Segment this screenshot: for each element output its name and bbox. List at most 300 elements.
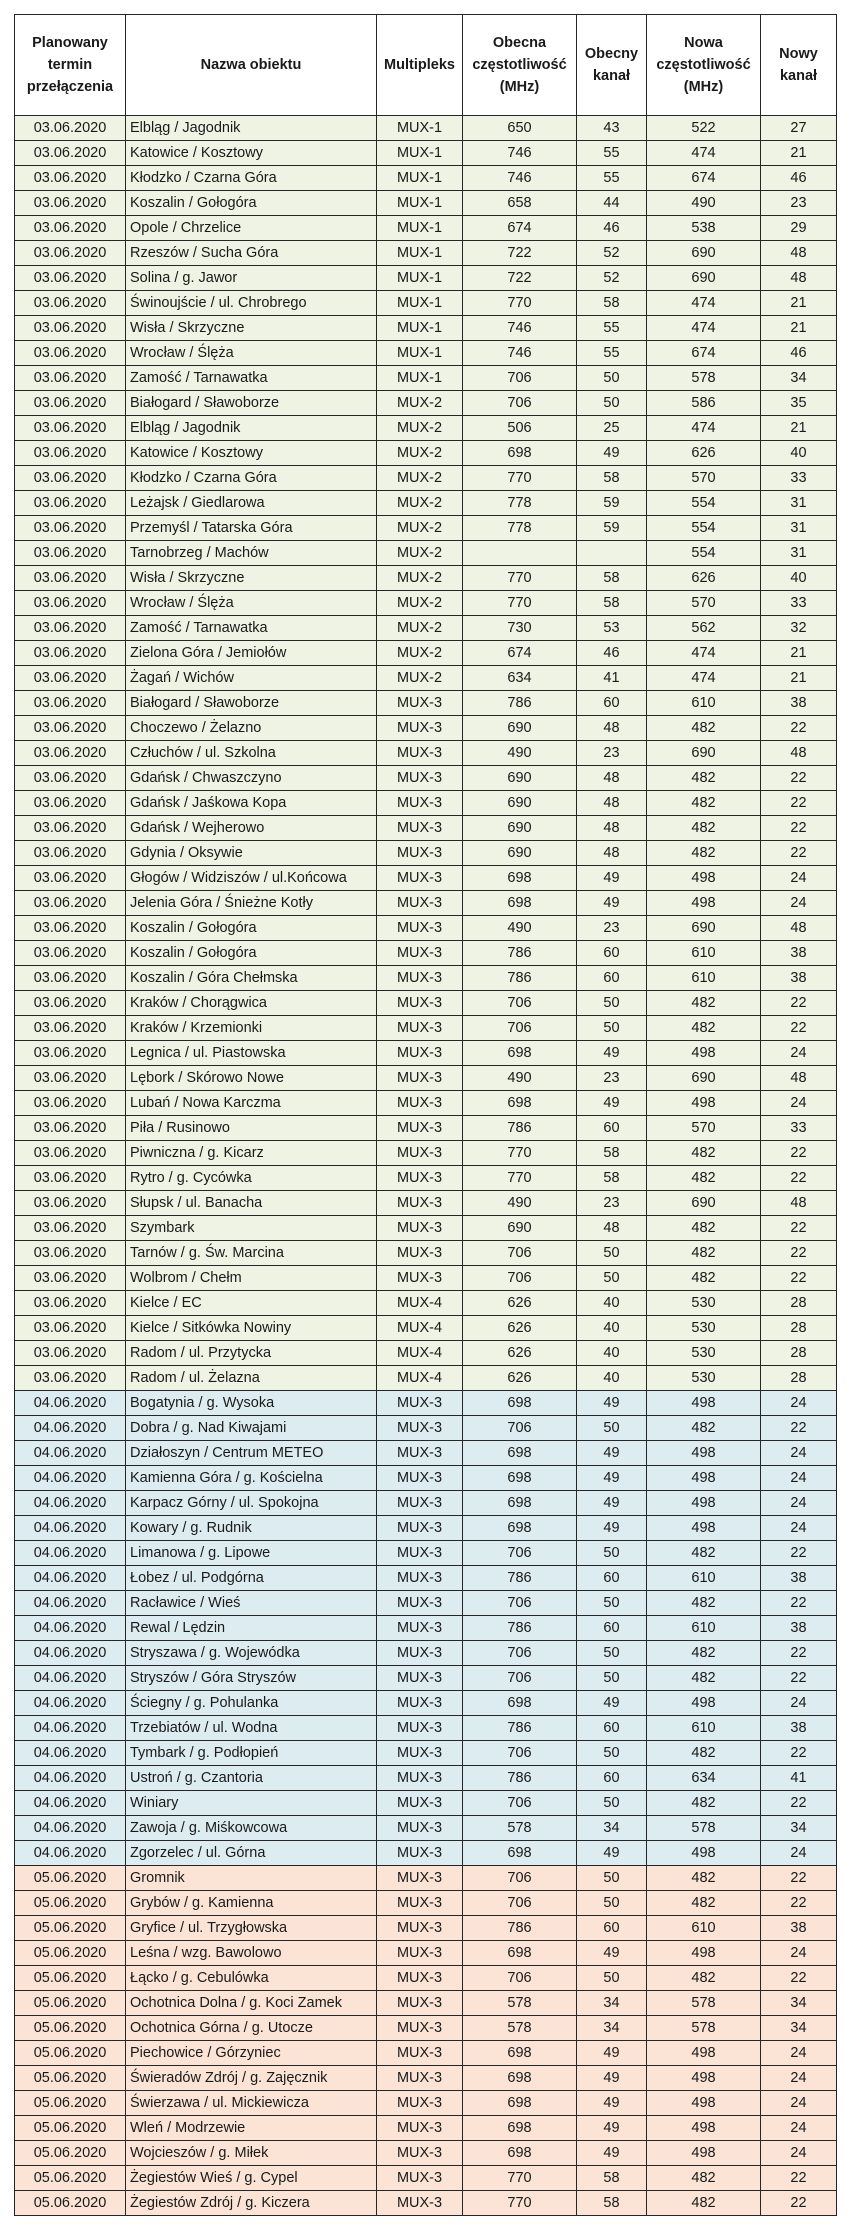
table-row: [15, 1016, 837, 1041]
table-row: [15, 1841, 837, 1866]
table-row: [15, 1891, 837, 1916]
cell-new-frequency: 610: [647, 1566, 761, 1591]
cell-object-name: Katowice / Kosztowy: [126, 441, 377, 466]
header-planned-date: Planowany termin przełączenia: [15, 15, 126, 116]
cell-new-frequency: 482: [647, 1241, 761, 1266]
cell-date: 03.06.2020: [15, 316, 126, 341]
cell-date: 03.06.2020: [15, 1066, 126, 1091]
cell-object-name: Działoszyn / Centrum METEO: [126, 1441, 377, 1466]
cell-current-frequency: 690: [463, 816, 577, 841]
cell-current-channel: 49: [577, 1691, 647, 1716]
cell-date: 04.06.2020: [15, 1566, 126, 1591]
cell-new-channel: 21: [761, 641, 837, 666]
table-row: [15, 1291, 837, 1316]
cell-new-channel: 22: [761, 2191, 837, 2216]
cell-object-name: Zamość / Tarnawatka: [126, 366, 377, 391]
cell-date: 03.06.2020: [15, 666, 126, 691]
cell-current-channel: 50: [577, 391, 647, 416]
cell-multiplex: MUX-3: [377, 2141, 463, 2166]
cell-date: 03.06.2020: [15, 1341, 126, 1366]
cell-multiplex: MUX-3: [377, 1566, 463, 1591]
cell-new-channel: 22: [761, 1216, 837, 1241]
table-row: [15, 1441, 837, 1466]
cell-date: 03.06.2020: [15, 416, 126, 441]
cell-multiplex: MUX-3: [377, 866, 463, 891]
cell-date: 05.06.2020: [15, 2141, 126, 2166]
cell-date: 03.06.2020: [15, 841, 126, 866]
cell-new-channel: 38: [761, 966, 837, 991]
cell-new-channel: 22: [761, 1666, 837, 1691]
cell-current-channel: 48: [577, 841, 647, 866]
cell-new-frequency: 498: [647, 1466, 761, 1491]
table-row: [15, 2191, 837, 2216]
cell-current-frequency: 698: [463, 1691, 577, 1716]
cell-object-name: Zielona Góra / Jemiołów: [126, 641, 377, 666]
cell-current-channel: 50: [577, 1666, 647, 1691]
header-object-name: Nazwa obiektu: [126, 15, 377, 116]
cell-current-channel: 52: [577, 241, 647, 266]
cell-multiplex: MUX-3: [377, 966, 463, 991]
cell-object-name: Tymbark / g. Podłopień: [126, 1741, 377, 1766]
cell-current-frequency: 746: [463, 141, 577, 166]
cell-current-frequency: 706: [463, 1241, 577, 1266]
cell-new-frequency: 482: [647, 766, 761, 791]
cell-new-frequency: 610: [647, 966, 761, 991]
table-row: [15, 1391, 837, 1416]
cell-current-channel: 58: [577, 2166, 647, 2191]
cell-new-frequency: 498: [647, 2091, 761, 2116]
cell-current-channel: 23: [577, 1191, 647, 1216]
cell-new-frequency: 482: [647, 1666, 761, 1691]
cell-multiplex: MUX-3: [377, 1891, 463, 1916]
table-row: [15, 641, 837, 666]
cell-current-frequency: 706: [463, 1541, 577, 1566]
cell-date: 03.06.2020: [15, 1141, 126, 1166]
cell-object-name: Grybów / g. Kamienna: [126, 1891, 377, 1916]
cell-multiplex: MUX-4: [377, 1366, 463, 1391]
cell-current-channel: 60: [577, 1566, 647, 1591]
cell-date: 03.06.2020: [15, 116, 126, 141]
cell-new-channel: 22: [761, 1016, 837, 1041]
cell-current-frequency: 706: [463, 1416, 577, 1441]
cell-new-channel: 22: [761, 1891, 837, 1916]
cell-current-channel: 48: [577, 816, 647, 841]
cell-new-frequency: 498: [647, 891, 761, 916]
table-row: [15, 816, 837, 841]
cell-object-name: Żegiestów Wieś / g. Cypel: [126, 2166, 377, 2191]
cell-current-frequency: 786: [463, 1766, 577, 1791]
cell-current-frequency: 698: [463, 891, 577, 916]
cell-new-channel: 24: [761, 2066, 837, 2091]
cell-multiplex: MUX-3: [377, 1041, 463, 1066]
cell-object-name: Gdańsk / Chwaszczyno: [126, 766, 377, 791]
cell-multiplex: MUX-1: [377, 166, 463, 191]
cell-current-channel: 34: [577, 2016, 647, 2041]
cell-object-name: Łobez / ul. Podgórna: [126, 1566, 377, 1591]
table-row: [15, 466, 837, 491]
table-row: [15, 116, 837, 141]
cell-multiplex: MUX-2: [377, 616, 463, 641]
cell-current-frequency: 698: [463, 2066, 577, 2091]
cell-object-name: Kowary / g. Rudnik: [126, 1516, 377, 1541]
cell-current-channel: 60: [577, 941, 647, 966]
cell-multiplex: MUX-3: [377, 2016, 463, 2041]
cell-multiplex: MUX-3: [377, 741, 463, 766]
cell-object-name: Solina / g. Jawor: [126, 266, 377, 291]
cell-new-channel: 21: [761, 291, 837, 316]
cell-multiplex: MUX-3: [377, 1166, 463, 1191]
cell-object-name: Świeradów Zdrój / g. Zajęcznik: [126, 2066, 377, 2091]
cell-new-channel: 35: [761, 391, 837, 416]
cell-current-frequency: 674: [463, 216, 577, 241]
table-row: [15, 1191, 837, 1216]
cell-object-name: Kielce / EC: [126, 1291, 377, 1316]
cell-object-name: Żegiestów Zdrój / g. Kiczera: [126, 2191, 377, 2216]
cell-current-frequency: 706: [463, 1666, 577, 1691]
cell-new-channel: 21: [761, 416, 837, 441]
cell-new-frequency: 690: [647, 1191, 761, 1216]
cell-current-channel: 60: [577, 1766, 647, 1791]
cell-date: 03.06.2020: [15, 466, 126, 491]
cell-new-frequency: 498: [647, 1516, 761, 1541]
cell-date: 03.06.2020: [15, 1366, 126, 1391]
cell-current-channel: 58: [577, 291, 647, 316]
cell-new-frequency: 474: [647, 316, 761, 341]
table-row: [15, 1366, 837, 1391]
cell-new-channel: 22: [761, 766, 837, 791]
cell-object-name: Gdynia / Oksywie: [126, 841, 377, 866]
cell-new-channel: 48: [761, 1066, 837, 1091]
cell-object-name: Rzeszów / Sucha Góra: [126, 241, 377, 266]
table-row: [15, 1741, 837, 1766]
cell-new-frequency: 690: [647, 741, 761, 766]
cell-new-frequency: 482: [647, 2191, 761, 2216]
table-row: [15, 366, 837, 391]
cell-object-name: Żagań / Wichów: [126, 666, 377, 691]
cell-current-frequency: 770: [463, 291, 577, 316]
table-row: [15, 2066, 837, 2091]
cell-date: 03.06.2020: [15, 541, 126, 566]
cell-object-name: Świerzawa / ul. Mickiewicza: [126, 2091, 377, 2116]
cell-new-frequency: 690: [647, 1066, 761, 1091]
frequency-switch-table: [14, 14, 837, 2216]
cell-new-channel: 24: [761, 1516, 837, 1541]
cell-current-frequency: 698: [463, 1841, 577, 1866]
header-current-channel: Obecny kanał: [577, 15, 647, 116]
cell-new-frequency: 578: [647, 1991, 761, 2016]
cell-new-frequency: 530: [647, 1341, 761, 1366]
cell-new-frequency: 474: [647, 416, 761, 441]
cell-current-channel: 43: [577, 116, 647, 141]
cell-new-frequency: 482: [647, 1641, 761, 1666]
table-body: [15, 116, 837, 2216]
cell-current-channel: 60: [577, 1716, 647, 1741]
cell-date: 03.06.2020: [15, 591, 126, 616]
table-row: [15, 866, 837, 891]
cell-current-frequency: 690: [463, 766, 577, 791]
cell-multiplex: MUX-3: [377, 1016, 463, 1041]
cell-new-channel: 40: [761, 566, 837, 591]
cell-current-frequency: 690: [463, 791, 577, 816]
cell-object-name: Gdańsk / Jaśkowa Kopa: [126, 791, 377, 816]
cell-object-name: Koszalin / Góra Chełmska: [126, 966, 377, 991]
cell-object-name: Koszalin / Gołogóra: [126, 916, 377, 941]
cell-current-frequency: 698: [463, 2041, 577, 2066]
table-row: [15, 1041, 837, 1066]
table-row: [15, 666, 837, 691]
cell-object-name: Gdańsk / Wejherowo: [126, 816, 377, 841]
cell-multiplex: MUX-3: [377, 2066, 463, 2091]
cell-multiplex: MUX-3: [377, 1391, 463, 1416]
cell-current-channel: 46: [577, 216, 647, 241]
cell-new-channel: 22: [761, 1141, 837, 1166]
cell-current-frequency: 706: [463, 1591, 577, 1616]
cell-object-name: Słupsk / ul. Banacha: [126, 1191, 377, 1216]
cell-current-channel: 50: [577, 366, 647, 391]
cell-current-channel: 50: [577, 1266, 647, 1291]
header-new-frequency: Nowa częstotliwość (MHz): [647, 15, 761, 116]
cell-object-name: Białogard / Sławoborze: [126, 691, 377, 716]
cell-current-frequency: 706: [463, 1641, 577, 1666]
cell-date: 03.06.2020: [15, 816, 126, 841]
cell-object-name: Elbląg / Jagodnik: [126, 416, 377, 441]
header-multiplex: Multipleks: [377, 15, 463, 116]
cell-new-channel: 46: [761, 341, 837, 366]
cell-multiplex: MUX-1: [377, 216, 463, 241]
cell-current-frequency: 770: [463, 1141, 577, 1166]
cell-current-channel: 53: [577, 616, 647, 641]
cell-current-channel: 50: [577, 1966, 647, 1991]
cell-current-channel: 55: [577, 166, 647, 191]
cell-object-name: Elbląg / Jagodnik: [126, 116, 377, 141]
table-row: [15, 341, 837, 366]
cell-multiplex: MUX-3: [377, 766, 463, 791]
cell-new-channel: 22: [761, 816, 837, 841]
cell-object-name: Gryfice / ul. Trzygłowska: [126, 1916, 377, 1941]
cell-new-channel: 24: [761, 1041, 837, 1066]
header-new-channel: Nowy kanał: [761, 15, 837, 116]
cell-new-frequency: 482: [647, 2166, 761, 2191]
cell-new-channel: 24: [761, 1491, 837, 1516]
table-row: [15, 1716, 837, 1741]
cell-new-channel: 22: [761, 2166, 837, 2191]
cell-date: 03.06.2020: [15, 966, 126, 991]
cell-multiplex: MUX-3: [377, 916, 463, 941]
table-row: [15, 216, 837, 241]
cell-current-frequency: 650: [463, 116, 577, 141]
cell-current-frequency: 698: [463, 1091, 577, 1116]
cell-new-frequency: 482: [647, 791, 761, 816]
cell-date: 03.06.2020: [15, 1091, 126, 1116]
cell-new-channel: 22: [761, 1591, 837, 1616]
cell-date: 03.06.2020: [15, 1041, 126, 1066]
cell-object-name: Stryszów / Góra Stryszów: [126, 1666, 377, 1691]
cell-current-channel: 50: [577, 1541, 647, 1566]
cell-date: 03.06.2020: [15, 516, 126, 541]
cell-new-channel: 24: [761, 2091, 837, 2116]
cell-object-name: Radom / ul. Przytycka: [126, 1341, 377, 1366]
cell-current-channel: 55: [577, 341, 647, 366]
cell-new-frequency: 530: [647, 1366, 761, 1391]
cell-object-name: Lębork / Skórowo Nowe: [126, 1066, 377, 1091]
cell-current-channel: 50: [577, 1791, 647, 1816]
cell-new-channel: 48: [761, 916, 837, 941]
cell-new-channel: 22: [761, 1641, 837, 1666]
table-row: [15, 966, 837, 991]
cell-date: 05.06.2020: [15, 2116, 126, 2141]
cell-date: 03.06.2020: [15, 566, 126, 591]
cell-new-frequency: 690: [647, 916, 761, 941]
cell-multiplex: MUX-3: [377, 1491, 463, 1516]
cell-current-frequency: 786: [463, 1616, 577, 1641]
cell-current-channel: 58: [577, 566, 647, 591]
cell-multiplex: MUX-3: [377, 1466, 463, 1491]
cell-new-frequency: 530: [647, 1291, 761, 1316]
cell-current-frequency: 698: [463, 2091, 577, 2116]
cell-current-frequency: 626: [463, 1316, 577, 1341]
cell-new-frequency: 498: [647, 1441, 761, 1466]
cell-date: 03.06.2020: [15, 1191, 126, 1216]
cell-new-channel: 21: [761, 666, 837, 691]
cell-new-frequency: 498: [647, 1391, 761, 1416]
cell-new-frequency: 538: [647, 216, 761, 241]
cell-new-frequency: 498: [647, 2066, 761, 2091]
cell-multiplex: MUX-3: [377, 816, 463, 841]
cell-new-channel: 28: [761, 1291, 837, 1316]
cell-new-frequency: 578: [647, 1816, 761, 1841]
cell-multiplex: MUX-3: [377, 2091, 463, 2116]
cell-date: 05.06.2020: [15, 2066, 126, 2091]
cell-date: 05.06.2020: [15, 1891, 126, 1916]
cell-date: 04.06.2020: [15, 1841, 126, 1866]
cell-object-name: Kraków / Krzemionki: [126, 1016, 377, 1041]
cell-current-channel: 48: [577, 716, 647, 741]
cell-new-channel: 24: [761, 1841, 837, 1866]
cell-new-channel: 22: [761, 1241, 837, 1266]
cell-current-channel: 58: [577, 2191, 647, 2216]
cell-multiplex: MUX-4: [377, 1341, 463, 1366]
cell-current-frequency: 706: [463, 366, 577, 391]
cell-current-channel: 23: [577, 916, 647, 941]
cell-new-channel: 32: [761, 616, 837, 641]
cell-current-channel: 60: [577, 1916, 647, 1941]
cell-current-frequency: 690: [463, 716, 577, 741]
cell-multiplex: MUX-2: [377, 391, 463, 416]
cell-current-frequency: 698: [463, 1441, 577, 1466]
cell-current-channel: 58: [577, 1141, 647, 1166]
cell-current-channel: 40: [577, 1291, 647, 1316]
cell-new-channel: 48: [761, 266, 837, 291]
cell-date: 03.06.2020: [15, 191, 126, 216]
cell-new-channel: 33: [761, 466, 837, 491]
cell-current-frequency: 706: [463, 391, 577, 416]
cell-new-channel: 34: [761, 1991, 837, 2016]
cell-current-channel: 60: [577, 691, 647, 716]
table-row: [15, 1066, 837, 1091]
cell-current-frequency: 706: [463, 1791, 577, 1816]
cell-multiplex: MUX-1: [377, 266, 463, 291]
cell-current-channel: 60: [577, 1616, 647, 1641]
cell-new-channel: 38: [761, 1616, 837, 1641]
cell-object-name: Koszalin / Gołogóra: [126, 941, 377, 966]
cell-date: 04.06.2020: [15, 1441, 126, 1466]
cell-current-frequency: 698: [463, 1491, 577, 1516]
cell-multiplex: MUX-3: [377, 1541, 463, 1566]
cell-date: 03.06.2020: [15, 641, 126, 666]
cell-new-frequency: 570: [647, 466, 761, 491]
cell-current-frequency: 786: [463, 1116, 577, 1141]
cell-current-frequency: 706: [463, 1966, 577, 1991]
cell-new-frequency: 554: [647, 516, 761, 541]
cell-current-channel: 60: [577, 1116, 647, 1141]
cell-date: 03.06.2020: [15, 791, 126, 816]
cell-current-channel: 50: [577, 1641, 647, 1666]
cell-new-channel: 31: [761, 541, 837, 566]
cell-new-frequency: 610: [647, 691, 761, 716]
header-row: [15, 15, 837, 116]
cell-multiplex: MUX-3: [377, 1791, 463, 1816]
cell-current-frequency: [463, 541, 577, 566]
cell-multiplex: MUX-3: [377, 1641, 463, 1666]
cell-new-channel: 34: [761, 1816, 837, 1841]
table-row: [15, 1541, 837, 1566]
table-row: [15, 1941, 837, 1966]
cell-date: 04.06.2020: [15, 1466, 126, 1491]
cell-current-frequency: 730: [463, 616, 577, 641]
table-row: [15, 1216, 837, 1241]
table-row: [15, 1591, 837, 1616]
cell-object-name: Wolbrom / Chełm: [126, 1266, 377, 1291]
table-row: [15, 791, 837, 816]
cell-new-channel: 22: [761, 1266, 837, 1291]
cell-multiplex: MUX-3: [377, 1116, 463, 1141]
cell-new-frequency: 578: [647, 366, 761, 391]
cell-date: 05.06.2020: [15, 1941, 126, 1966]
cell-current-frequency: 786: [463, 691, 577, 716]
cell-object-name: Tarnów / g. Św. Marcina: [126, 1241, 377, 1266]
cell-date: 05.06.2020: [15, 2091, 126, 2116]
table-row: [15, 2166, 837, 2191]
cell-current-channel: 48: [577, 1216, 647, 1241]
cell-multiplex: MUX-4: [377, 1291, 463, 1316]
cell-new-channel: 38: [761, 941, 837, 966]
cell-current-frequency: 626: [463, 1366, 577, 1391]
cell-new-channel: 48: [761, 1191, 837, 1216]
cell-object-name: Jelenia Góra / Śnieżne Kotły: [126, 891, 377, 916]
cell-current-channel: 49: [577, 2091, 647, 2116]
cell-new-channel: 28: [761, 1316, 837, 1341]
cell-new-channel: 24: [761, 1466, 837, 1491]
cell-object-name: Trzebiatów / ul. Wodna: [126, 1716, 377, 1741]
cell-current-frequency: 578: [463, 1816, 577, 1841]
cell-current-channel: 50: [577, 1741, 647, 1766]
cell-current-channel: 49: [577, 441, 647, 466]
cell-current-channel: 58: [577, 591, 647, 616]
cell-new-channel: 23: [761, 191, 837, 216]
table-row: [15, 191, 837, 216]
cell-current-channel: 49: [577, 2116, 647, 2141]
cell-new-channel: 24: [761, 1391, 837, 1416]
cell-new-frequency: 498: [647, 1841, 761, 1866]
cell-object-name: Kraków / Chorągwica: [126, 991, 377, 1016]
cell-date: 03.06.2020: [15, 991, 126, 1016]
cell-new-frequency: 482: [647, 1416, 761, 1441]
cell-new-frequency: 482: [647, 1216, 761, 1241]
table-row: [15, 266, 837, 291]
cell-multiplex: MUX-3: [377, 991, 463, 1016]
cell-new-channel: 22: [761, 1866, 837, 1891]
cell-multiplex: MUX-1: [377, 366, 463, 391]
